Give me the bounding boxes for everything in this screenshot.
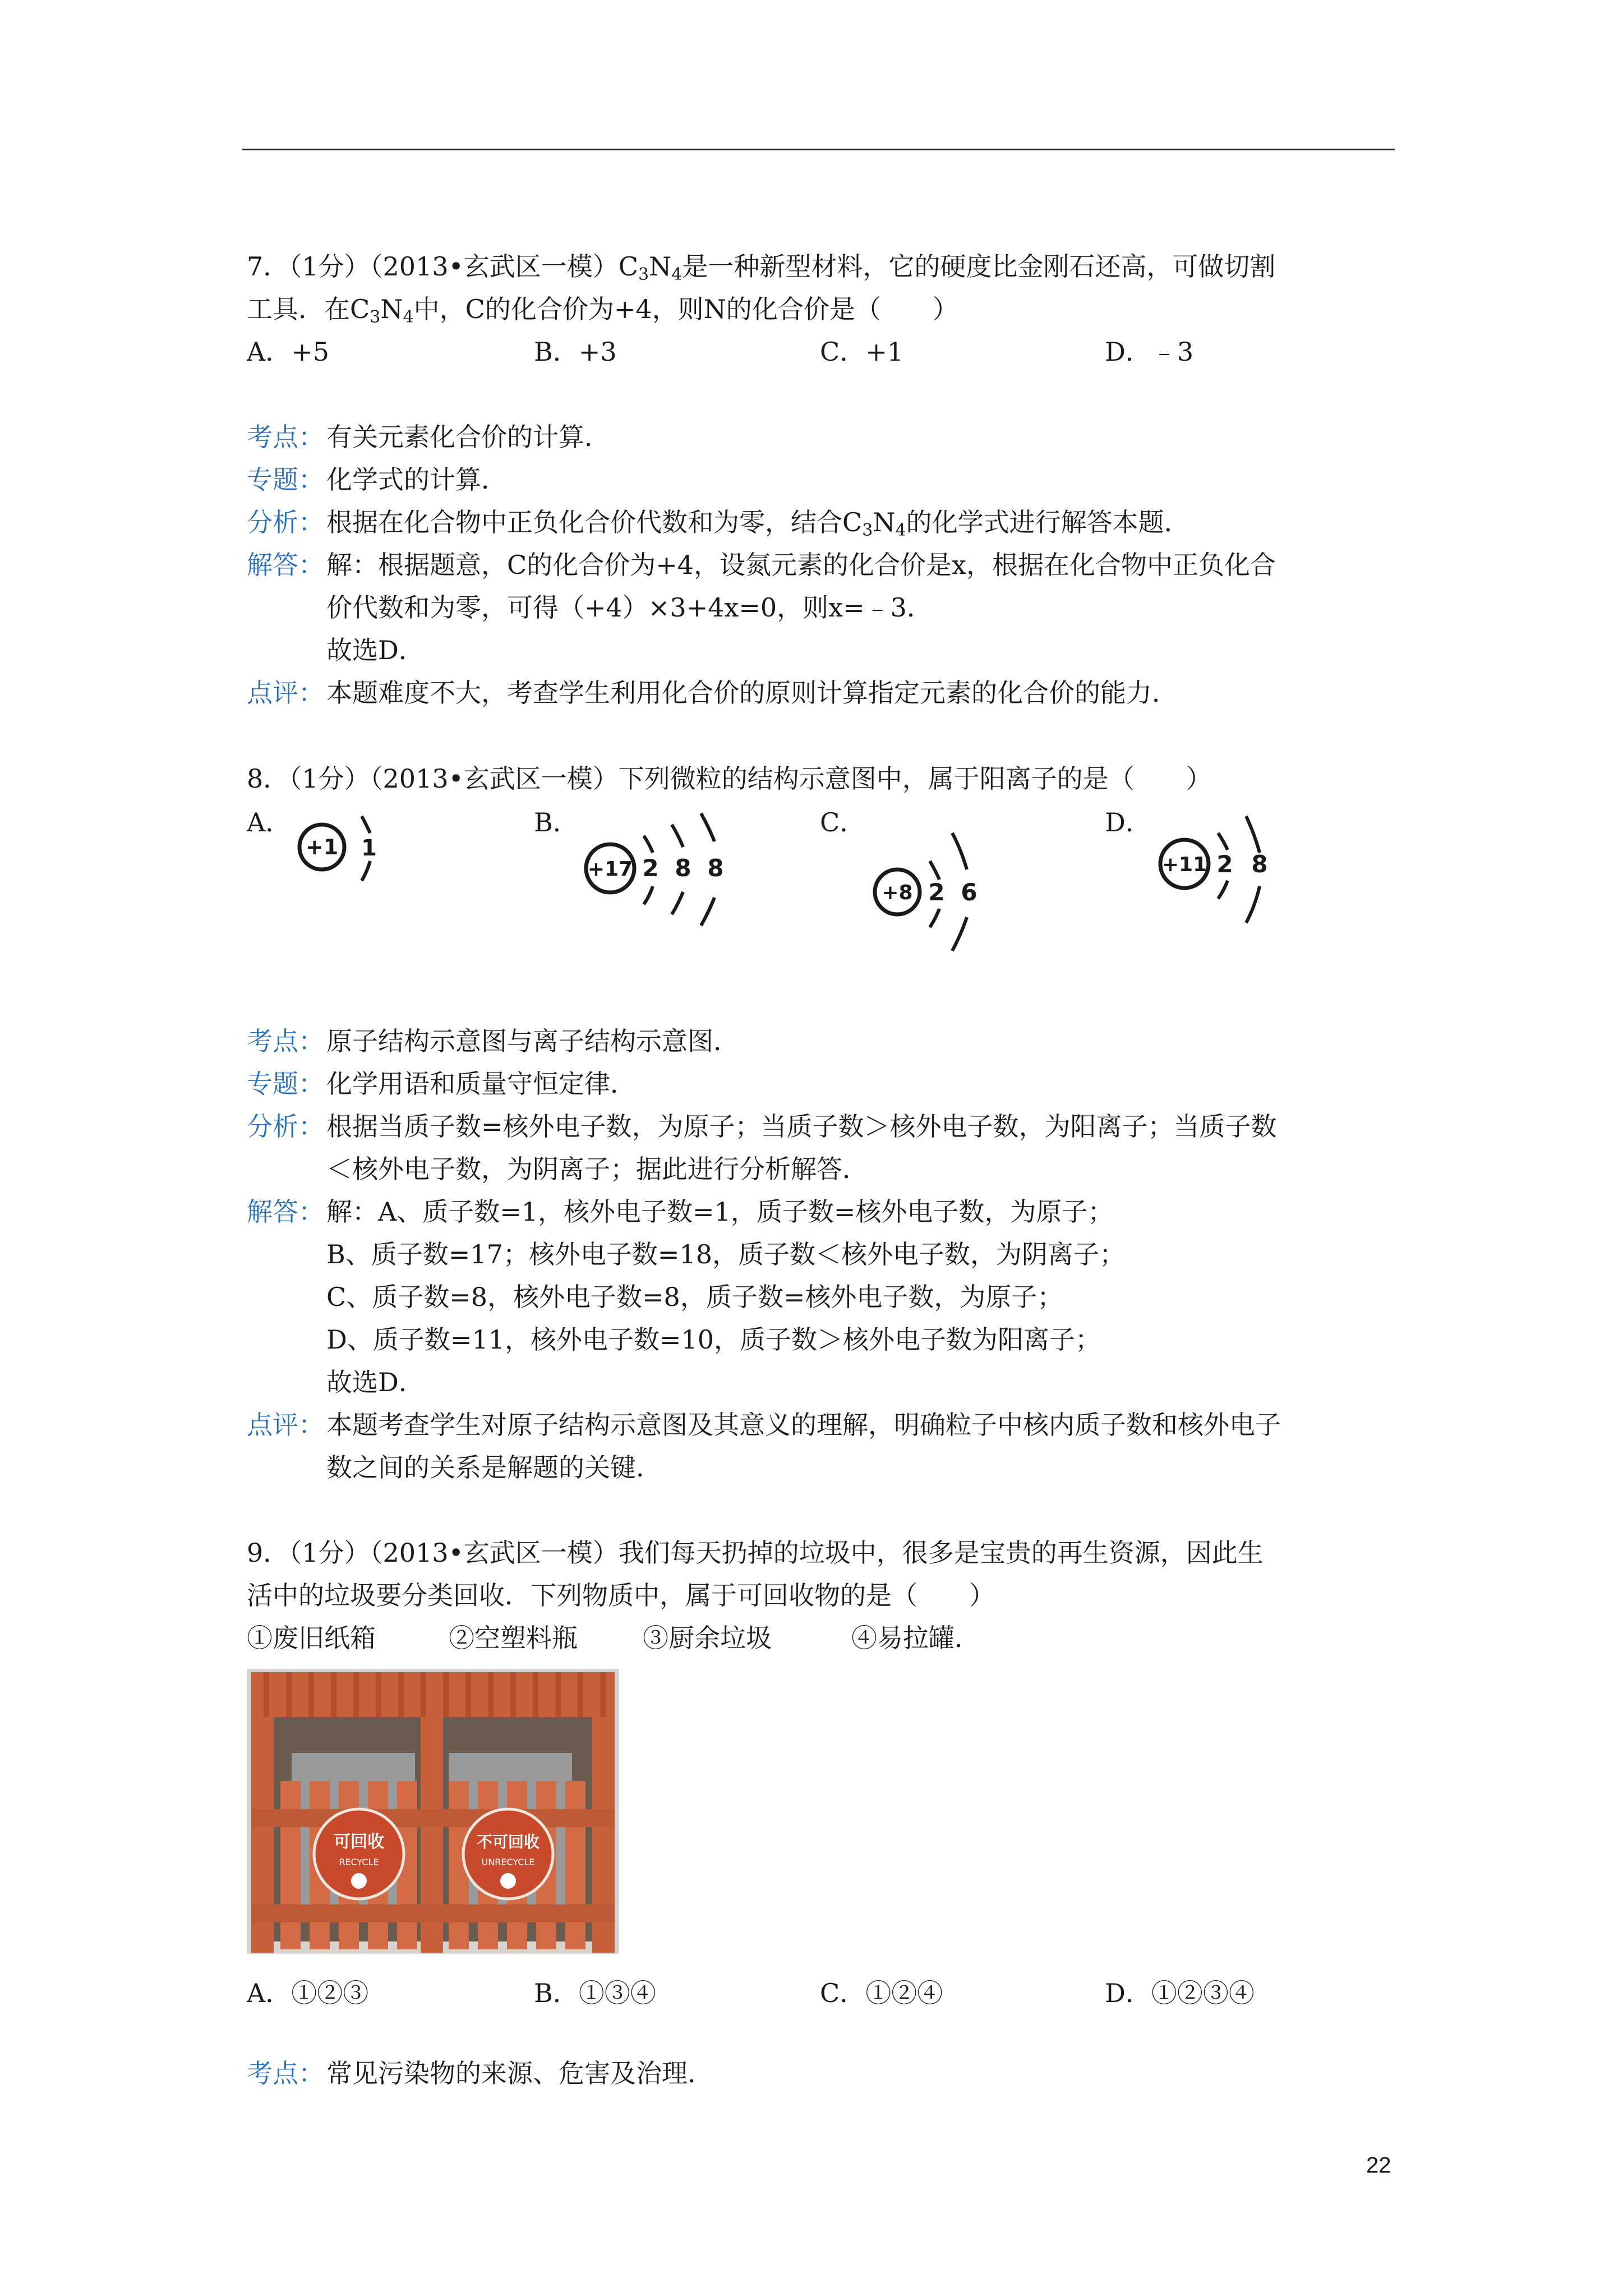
shell-electron-count: 2 bbox=[928, 878, 945, 906]
page-number: 22 bbox=[1366, 2153, 1391, 2178]
q8-kaodian-text: 原子结构示意图与离子结构示意图． bbox=[326, 1026, 739, 1056]
q8-stem: 8．（1分）（2013•玄武区一模）下列微粒的结构示意图中，属于阳离子的是（ ） bbox=[247, 763, 1212, 794]
q8-jieda-line3: C、质子数=8，核外电子数=8，质子数=核外电子数，为原子； bbox=[326, 1282, 1063, 1312]
recycle-sign-label: 可回收 bbox=[334, 1832, 384, 1852]
q8-option-d-label: D． bbox=[1105, 807, 1151, 838]
q7-stem-line1: 7．（1分）（2013•玄武区一模）$C_3N_4$是一种新型材料，它的硬度比金刚石还高，可做切割 bbox=[247, 251, 1276, 284]
q8-zhuanti-label: 专题： bbox=[247, 1069, 324, 1099]
q9-option-b: B．①③④ bbox=[534, 1978, 656, 2008]
q8-fenxi-line2: ＜核外电子数，为阴离子；据此进行分析解答． bbox=[326, 1154, 868, 1184]
q9-kaodian-text: 常见污染物的来源、危害及治理． bbox=[326, 2058, 713, 2088]
shell-electron-count: 1 bbox=[361, 835, 377, 861]
q8-dianping-label: 点评： bbox=[247, 1410, 324, 1440]
q8-jieda-label: 解答： bbox=[247, 1197, 324, 1227]
q7-option-d: D．﹣3 bbox=[1105, 337, 1194, 367]
shell-electron-count: 6 bbox=[961, 878, 978, 906]
shell-electron-count: 8 bbox=[707, 854, 724, 882]
q7-fenxi-text: 根据在化合物中正负化合价代数和为零，结合$C_3N_4$的化学式进行解答本题． bbox=[326, 507, 1190, 540]
shell-electron-count: 2 bbox=[642, 854, 659, 882]
q7-stem-line2: 工具．在$C_3N_4$中，C的化合价为+4，则N的化合价是（ ） bbox=[247, 294, 958, 327]
q7-jieda-label: 解答： bbox=[247, 550, 324, 580]
nucleus-label: +11 bbox=[1161, 853, 1207, 876]
q8-diagram-d bbox=[1151, 808, 1285, 937]
q7-kaodian-label: 考点： bbox=[247, 422, 324, 452]
q8-option-b-label: B． bbox=[534, 807, 579, 838]
q9-stem-line1: 9．（1分）（2013•玄武区一模）我们每天扔掉的垃圾中，很多是宝贵的再生资源，因此生 bbox=[247, 1538, 1264, 1568]
q8-option-c-label: C． bbox=[820, 807, 866, 838]
q8-diagram-a bbox=[292, 808, 404, 903]
nucleus-label: +1 bbox=[305, 835, 339, 859]
q7-zhuanti-text: 化学式的计算． bbox=[326, 464, 507, 495]
recycling-bins-photo bbox=[247, 1669, 619, 1954]
q8-diagram-b bbox=[577, 808, 745, 937]
q9-option-c: C．①②④ bbox=[820, 1978, 943, 2008]
q8-dianping-line2: 数之间的关系是解题的关键． bbox=[326, 1452, 662, 1483]
q7-jieda-line1: 解：根据题意，C的化合价为+4，设氮元素的化合价是x，根据在化合物中正负化合 bbox=[326, 550, 1276, 580]
q8-jieda-line1: 解：A、质子数=1，核外电子数=1，质子数=核外电子数，为原子； bbox=[326, 1197, 1114, 1227]
q8-option-a-label: A． bbox=[247, 807, 292, 838]
q9-item-3: ③厨余垃圾 bbox=[643, 1623, 772, 1653]
q7-fenxi-label: 分析： bbox=[247, 507, 324, 537]
q8-jieda-line4: D、质子数=11，核外电子数=10，质子数＞核外电子数为阳离子； bbox=[326, 1324, 1101, 1355]
q8-jieda-line2: B、质子数=17；核外电子数=18，质子数＜核外电子数，为阴离子； bbox=[326, 1239, 1125, 1269]
shell-electron-count: 2 bbox=[1216, 850, 1233, 878]
q9-option-a: A．①②③ bbox=[247, 1978, 369, 2008]
q7-zhuanti-label: 专题： bbox=[247, 464, 324, 495]
q7-dianping-text: 本题难度不大，考查学生利用化合价的原则计算指定元素的化合价的能力． bbox=[326, 678, 1178, 708]
q8-kaodian-label: 考点： bbox=[247, 1026, 324, 1056]
recycle-sign-en: RECYCLE bbox=[339, 1857, 379, 1867]
shell-electron-count: 8 bbox=[675, 854, 691, 882]
unrecycle-sign-en: UNRECYCLE bbox=[481, 1857, 535, 1867]
q7-option-b: B．+3 bbox=[534, 337, 617, 367]
q9-item-2: ②空塑料瓶 bbox=[449, 1623, 578, 1653]
q7-kaodian-text: 有关元素化合价的计算． bbox=[326, 422, 610, 452]
q9-item-1: ①废旧纸箱 bbox=[247, 1623, 376, 1653]
q9-kaodian-label: 考点： bbox=[247, 2058, 324, 2088]
q8-zhuanti-text: 化学用语和质量守恒定律． bbox=[326, 1069, 636, 1099]
nucleus-label: +8 bbox=[882, 881, 913, 904]
q7-option-c: C．+1 bbox=[820, 337, 904, 367]
q9-stem-line2: 活中的垃圾要分类回收．下列物质中，属于可回收物的是（ ） bbox=[247, 1580, 995, 1611]
q8-fenxi-line1: 根据当质子数=核外电子数，为原子；当质子数＞核外电子数，为阳离子；当质子数 bbox=[326, 1111, 1277, 1142]
q7-option-a: A．+5 bbox=[247, 337, 330, 367]
q8-dianping-line1: 本题考查学生对原子结构示意图及其意义的理解，明确粒子中核内质子数和核外电子 bbox=[326, 1410, 1281, 1440]
q9-item-4: ④易拉罐． bbox=[851, 1623, 980, 1653]
unrecycle-sign-label: 不可回收 bbox=[476, 1833, 540, 1851]
q7-jieda-line2: 价代数和为零，可得（+4）×3+4x=0，则x=﹣3． bbox=[326, 592, 933, 623]
nucleus-label: +17 bbox=[587, 858, 633, 881]
q9-option-d: D．①②③④ bbox=[1105, 1978, 1255, 2008]
q7-dianping-label: 点评： bbox=[247, 678, 324, 708]
shell-electron-count: 8 bbox=[1251, 850, 1268, 878]
header-rule bbox=[242, 149, 1395, 150]
q8-fenxi-label: 分析： bbox=[247, 1111, 324, 1142]
q8-jieda-line5: 故选D． bbox=[326, 1367, 425, 1397]
q8-diagram-c bbox=[863, 808, 997, 959]
q7-jieda-line3: 故选D． bbox=[326, 635, 425, 665]
